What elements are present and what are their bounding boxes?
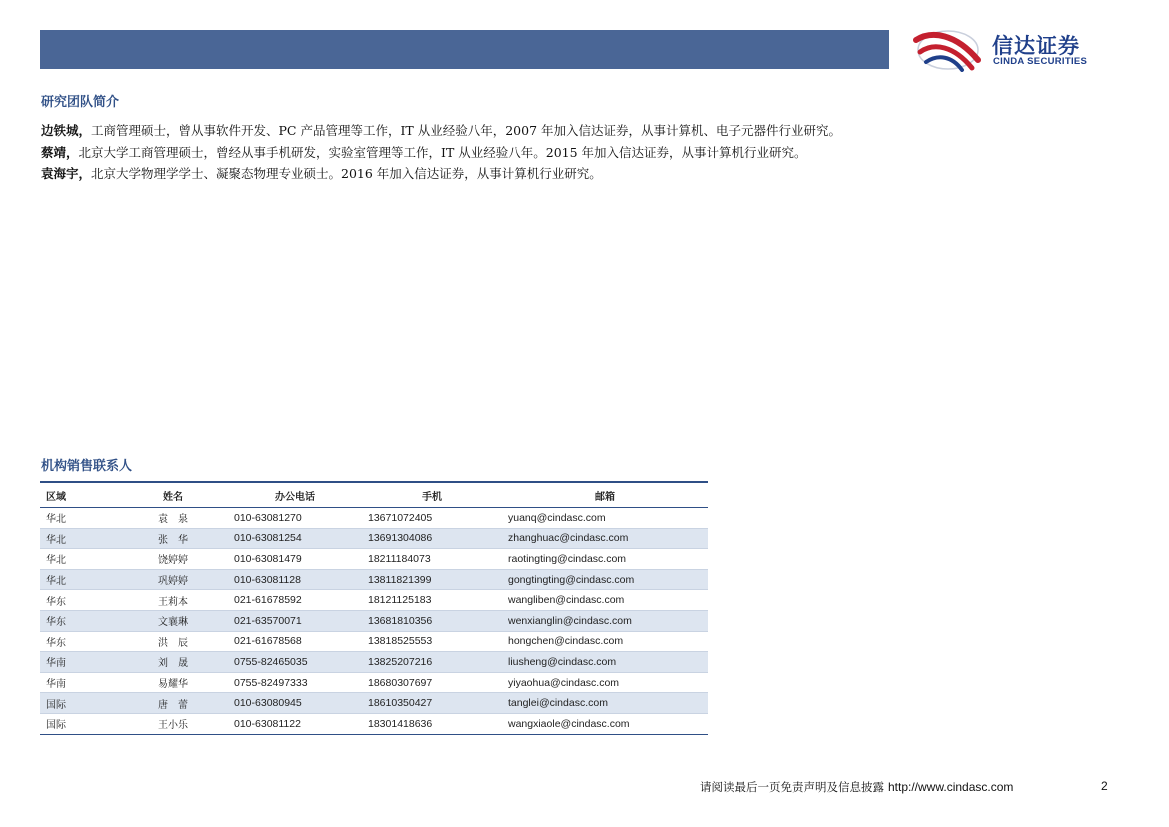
email-cell[interactable]: wenxianglin@cindasc.com xyxy=(502,610,708,631)
table-row xyxy=(40,549,708,570)
table-row xyxy=(40,590,708,611)
office-phone-cell: 021-61678592 xyxy=(228,590,362,611)
email-cell[interactable]: tanglei@cindasc.com xyxy=(502,693,708,714)
table-row xyxy=(40,631,708,652)
name-cell: 张 华 xyxy=(118,528,228,549)
name-cell: 洪 辰 xyxy=(118,631,228,652)
office-phone-cell: 0755-82497333 xyxy=(228,672,362,693)
office-phone-cell: 021-63570071 xyxy=(228,610,362,631)
member-description: 工商管理硕士，曾从事软件开发、PC 产品管理等工作，IT 从业经验八年，2007 年加入信达证券，从事计算机、电子元器件行业研究。 xyxy=(91,123,841,138)
column-header-office-phone: 办公电话 xyxy=(228,482,362,508)
region-cell: 华北 xyxy=(40,549,118,570)
email-cell[interactable]: gongtingting@cindasc.com xyxy=(502,569,708,590)
table-row xyxy=(40,713,708,734)
team-member-bio xyxy=(41,164,602,182)
office-phone-cell: 010-63081270 xyxy=(228,508,362,529)
region-cell: 华东 xyxy=(40,590,118,611)
name-cell: 王小乐 xyxy=(118,713,228,734)
table-row xyxy=(40,610,708,631)
name-cell: 王莉本 xyxy=(118,590,228,611)
mobile-cell: 18121125183 xyxy=(362,590,502,611)
column-header-email: 邮箱 xyxy=(502,482,708,508)
column-header-region: 区域 xyxy=(40,482,118,508)
email-cell[interactable]: yiyaohua@cindasc.com xyxy=(502,672,708,693)
page-number: 2 xyxy=(1101,779,1108,793)
table-row xyxy=(40,508,708,529)
email-cell[interactable]: hongchen@cindasc.com xyxy=(502,631,708,652)
header-bar xyxy=(40,30,889,69)
website-link[interactable]: http://www.cindasc.com xyxy=(888,780,1014,794)
logo-english-name: CINDA SECURITIES xyxy=(993,56,1088,67)
office-phone-cell: 010-63081254 xyxy=(228,528,362,549)
office-phone-cell: 010-63081122 xyxy=(228,713,362,734)
region-cell: 华南 xyxy=(40,652,118,673)
sales-contact-table xyxy=(40,481,708,735)
name-cell: 文襄琳 xyxy=(118,610,228,631)
footer xyxy=(700,779,1013,795)
table-row xyxy=(40,693,708,714)
region-cell: 华北 xyxy=(40,569,118,590)
member-name: 袁海宇， xyxy=(41,166,92,181)
office-phone-cell: 021-61678568 xyxy=(228,631,362,652)
member-name: 蔡靖， xyxy=(41,145,79,160)
column-header-name: 姓名 xyxy=(118,482,228,508)
region-cell: 国际 xyxy=(40,713,118,734)
member-description: 北京大学物理学学士、凝聚态物理专业硕士。2016 年加入信达证券，从事计算机行业研究。 xyxy=(91,166,602,181)
table-row xyxy=(40,569,708,590)
region-cell: 国际 xyxy=(40,693,118,714)
mobile-cell: 13818525553 xyxy=(362,631,502,652)
sales-section-title: 机构销售联系人 xyxy=(41,459,133,474)
region-cell: 华北 xyxy=(40,508,118,529)
name-cell: 刘 晟 xyxy=(118,652,228,673)
region-cell: 华东 xyxy=(40,610,118,631)
name-cell: 巩婷婷 xyxy=(118,569,228,590)
name-cell: 易耀华 xyxy=(118,672,228,693)
member-name: 边铁城， xyxy=(41,123,92,138)
email-cell[interactable]: zhanghuac@cindasc.com xyxy=(502,528,708,549)
mobile-cell: 13671072405 xyxy=(362,508,502,529)
email-cell[interactable]: wangxiaole@cindasc.com xyxy=(502,713,708,734)
office-phone-cell: 010-63081128 xyxy=(228,569,362,590)
mobile-cell: 13691304086 xyxy=(362,528,502,549)
logo-chinese-name: 信达证券 xyxy=(992,34,1080,58)
mobile-cell: 18610350427 xyxy=(362,693,502,714)
team-member-bio xyxy=(41,143,807,161)
name-cell: 唐 蕾 xyxy=(118,693,228,714)
email-cell[interactable]: wangliben@cindasc.com xyxy=(502,590,708,611)
email-cell[interactable]: yuanq@cindasc.com xyxy=(502,508,708,529)
cinda-logo-icon xyxy=(912,28,982,72)
office-phone-cell: 010-63081479 xyxy=(228,549,362,570)
cinda-logo xyxy=(912,28,1142,72)
column-header-mobile: 手机 xyxy=(362,482,502,508)
office-phone-cell: 010-63080945 xyxy=(228,693,362,714)
member-description: 北京大学工商管理硕士，曾经从事手机研发，实验室管理等工作，IT 从业经验八年。2015 年加入信达证券，从事计算机行业研究。 xyxy=(78,145,807,160)
name-cell: 袁 泉 xyxy=(118,508,228,529)
table-header-row xyxy=(40,482,708,508)
table-row xyxy=(40,672,708,693)
mobile-cell: 13681810356 xyxy=(362,610,502,631)
table-row xyxy=(40,652,708,673)
disclaimer-note: 请阅读最后一页免责声明及信息披露 xyxy=(700,780,884,794)
region-cell: 华东 xyxy=(40,631,118,652)
email-cell[interactable]: liusheng@cindasc.com xyxy=(502,652,708,673)
team-section-title: 研究团队简介 xyxy=(41,95,120,110)
mobile-cell: 13825207216 xyxy=(362,652,502,673)
table-row xyxy=(40,528,708,549)
email-cell[interactable]: raotingting@cindasc.com xyxy=(502,549,708,570)
mobile-cell: 18301418636 xyxy=(362,713,502,734)
name-cell: 饶婷婷 xyxy=(118,549,228,570)
mobile-cell: 13811821399 xyxy=(362,569,502,590)
region-cell: 华北 xyxy=(40,528,118,549)
mobile-cell: 18680307697 xyxy=(362,672,502,693)
region-cell: 华南 xyxy=(40,672,118,693)
team-member-bio xyxy=(41,121,841,139)
office-phone-cell: 0755-82465035 xyxy=(228,652,362,673)
mobile-cell: 18211184073 xyxy=(362,549,502,570)
